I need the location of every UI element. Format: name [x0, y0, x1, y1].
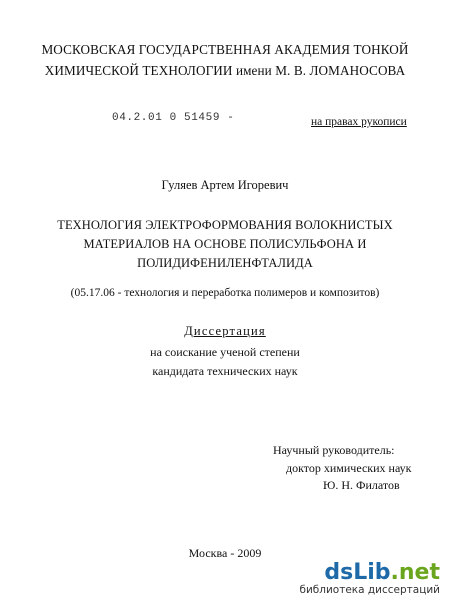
archive-stamp: 04.2.01 0 51459 - [112, 112, 235, 124]
thesis-title-line-2: МАТЕРИАЛОВ НА ОСНОВЕ ПОЛИСУЛЬФОНА И [83, 237, 367, 251]
institution-line-2: ХИМИЧЕСКОЙ ТЕХНОЛОГИИ имени М. В. ЛОМАНОСОВА [44, 63, 406, 78]
thesis-title-line-1: ТЕХНОЛОГИЯ ЭЛЕКТРОФОРМОВАНИЯ ВОЛОКНИСТЫХ [57, 218, 393, 232]
dissertation-label: Диссертация [184, 324, 266, 338]
degree-line-2: кандидата технических наук [152, 364, 298, 378]
place-and-year: Москва - 2009 [188, 546, 262, 560]
dslib-logo-tld: .net [390, 560, 440, 585]
dslib-logo [299, 562, 440, 584]
supervisor-label: Научный руководитель: [273, 443, 395, 457]
supervisor-degree: доктор химических наук [286, 461, 412, 475]
dslib-logo-main: dsLib [324, 560, 391, 585]
supervisor-name: Ю. Н. Филатов [323, 478, 400, 492]
manuscript-rights-note: на правах рукописи [311, 116, 407, 128]
author-name: Гуляев Артем Игоревич [161, 178, 289, 192]
specialty-code: (05.17.06 - технология и переработка полимеров и композитов) [70, 287, 380, 299]
thesis-title-line-3: ПОЛИДИФЕНИЛЕНФТАЛИДА [137, 256, 313, 270]
degree-line-1: на соискание ученой степени [150, 345, 300, 359]
institution-line-1: МОСКОВСКАЯ ГОСУДАРСТВЕННАЯ АКАДЕМИЯ ТОНКОЙ [41, 42, 409, 57]
dslib-watermark [299, 562, 440, 597]
dslib-subtitle: библиотека диссертаций [299, 584, 440, 596]
